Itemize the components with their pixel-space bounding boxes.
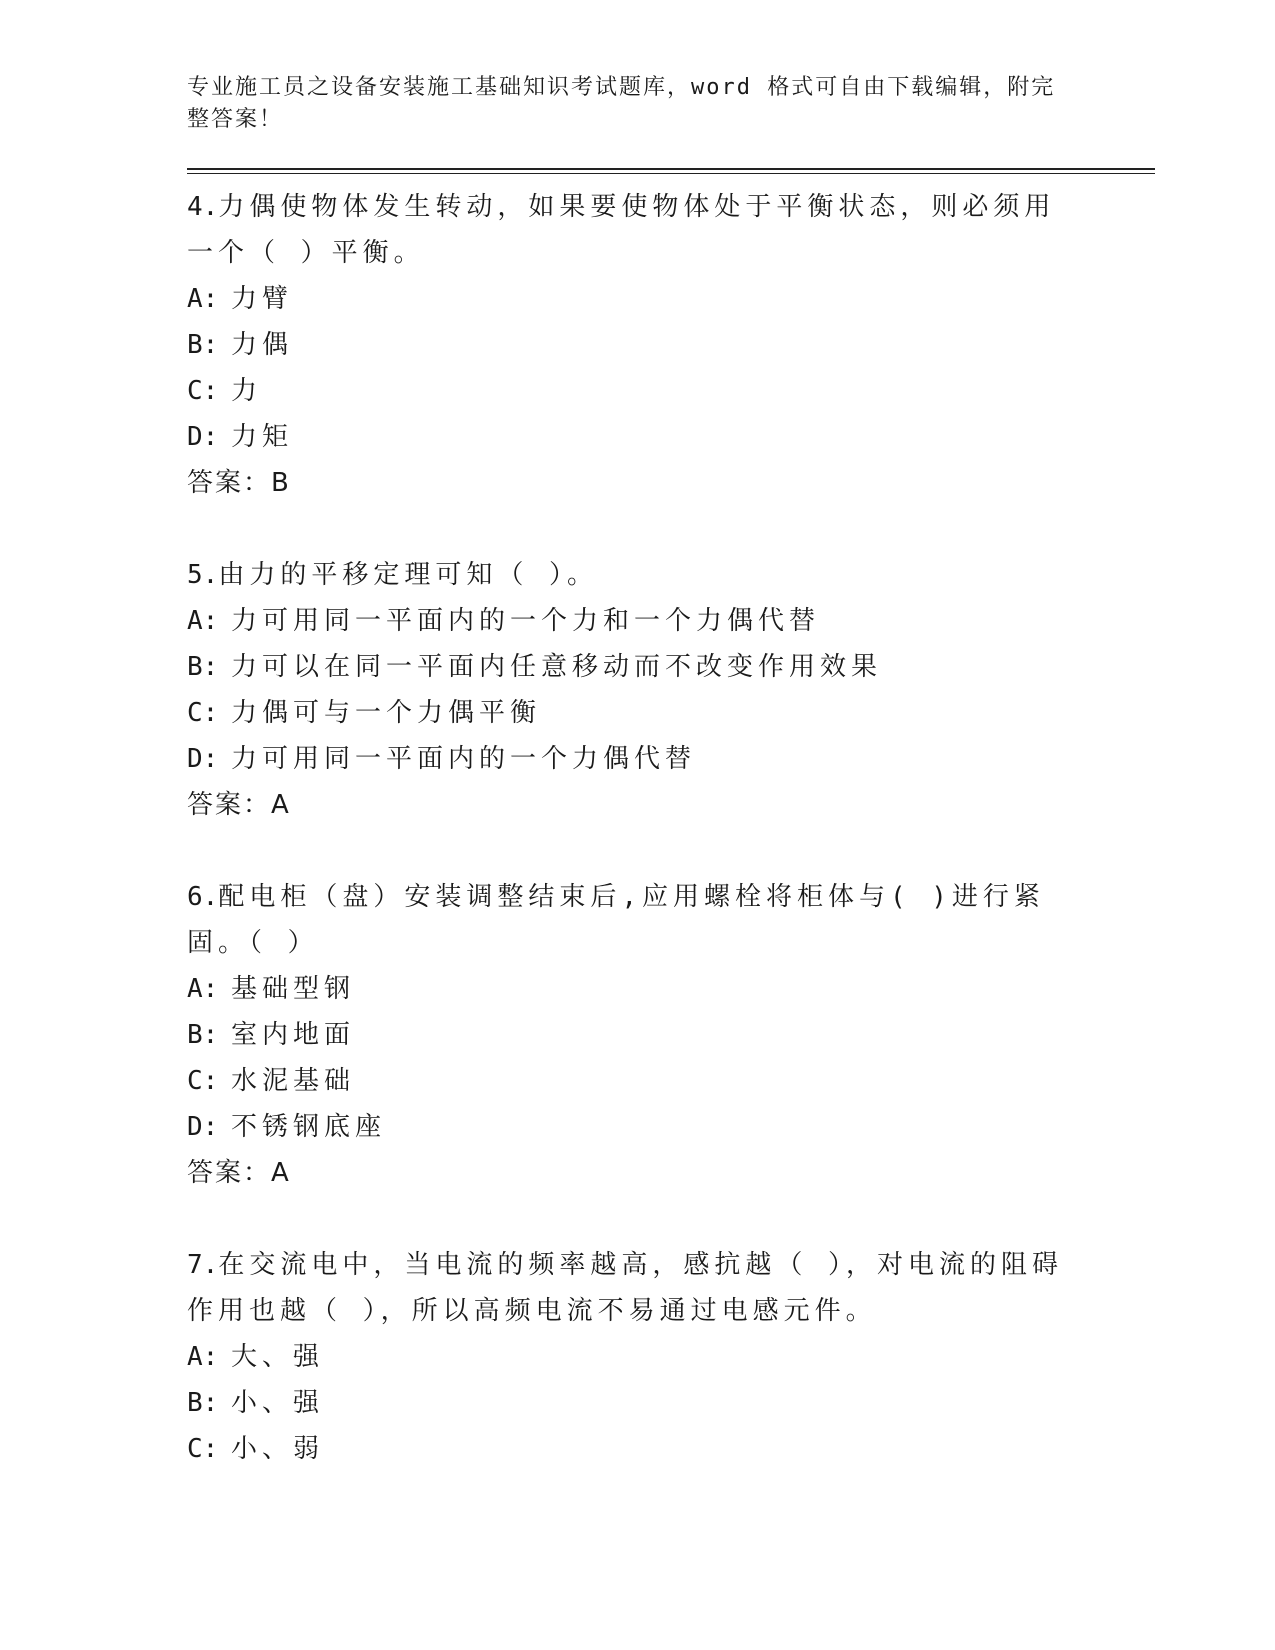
option-letter: C: [187, 1434, 219, 1464]
answer-line [187, 460, 1155, 506]
question-6 [187, 874, 1155, 1196]
option-letter: A: [187, 284, 219, 314]
option-text: 不锈钢底座 [231, 1112, 387, 1142]
option-b [187, 1012, 1155, 1058]
option-text: 力可用同一平面内的一个力和一个力偶代替 [231, 606, 821, 636]
option-letter: C: [187, 698, 219, 728]
option-a [187, 276, 1155, 322]
header-divider [187, 168, 1155, 174]
option-letter: C: [187, 376, 219, 406]
answer-value: A [271, 790, 289, 820]
option-text: 室内地面 [231, 1020, 356, 1050]
option-letter: B: [187, 652, 219, 682]
option-text: 小、弱 [231, 1434, 325, 1464]
question-number: 6. [187, 882, 219, 912]
option-c [187, 690, 1155, 736]
answer-value: A [271, 1158, 289, 1188]
option-text: 力偶 [231, 330, 294, 360]
question-number: 4. [187, 192, 219, 222]
option-letter: C: [187, 1066, 219, 1096]
option-a [187, 598, 1155, 644]
option-text: 基础型钢 [231, 974, 356, 1004]
answer-value: B [271, 468, 289, 498]
option-a [187, 966, 1155, 1012]
option-text: 大、强 [231, 1342, 325, 1372]
option-text: 力 [231, 376, 263, 406]
option-b [187, 1380, 1155, 1426]
answer-label: 答案： [187, 1158, 272, 1188]
option-letter: B: [187, 1020, 219, 1050]
option-a [187, 1334, 1155, 1380]
option-d [187, 414, 1155, 460]
question-stem [187, 184, 1067, 276]
option-c [187, 1058, 1155, 1104]
option-text: 力可用同一平面内的一个力偶代替 [231, 744, 697, 774]
option-letter: A: [187, 606, 219, 636]
question-text: 由力的平移定理可知（ ）。 [218, 560, 598, 590]
option-d [187, 736, 1155, 782]
option-text: 小、强 [231, 1388, 325, 1418]
question-4 [187, 184, 1155, 506]
question-text: 配电柜（盘）安装调整结束后,应用螺栓将柜体与( )进行紧固。（ ） [187, 882, 1045, 958]
option-b [187, 322, 1155, 368]
question-text: 在交流电中，当电流的频率越高，感抗越（ ），对电流的阻碍作用也越（ ），所以高频电流不易通过电感元件。 [187, 1250, 1063, 1326]
answer-label: 答案： [187, 790, 272, 820]
option-c [187, 1426, 1155, 1472]
option-b [187, 644, 1155, 690]
option-letter: D: [187, 1112, 219, 1142]
answer-line [187, 1150, 1155, 1196]
option-text: 力矩 [231, 422, 294, 452]
question-text: 力偶使物体发生转动，如果要使物体处于平衡状态，则必须用一个（ ）平衡。 [187, 192, 1056, 268]
option-letter: A: [187, 1342, 219, 1372]
option-letter: B: [187, 330, 219, 360]
question-stem [187, 1242, 1067, 1334]
question-number: 5. [187, 560, 219, 590]
question-stem [187, 874, 1067, 966]
header-line-1: 专业施工员之设备安装施工基础知识考试题库，word 格式可自由下载编辑，附完 [187, 75, 1056, 100]
option-letter: D: [187, 422, 219, 452]
answer-line [187, 782, 1155, 828]
option-c [187, 368, 1155, 414]
option-text: 力偶可与一个力偶平衡 [231, 698, 542, 728]
question-7 [187, 1242, 1155, 1472]
option-letter: B: [187, 1388, 219, 1418]
option-text: 力臂 [231, 284, 294, 314]
option-letter: D: [187, 744, 219, 774]
option-letter: A: [187, 974, 219, 1004]
question-stem [187, 552, 1067, 598]
answer-label: 答案： [187, 468, 272, 498]
header-line-2: 整答案！ [187, 107, 284, 132]
document-header [187, 72, 1067, 136]
document-page [187, 72, 1155, 1472]
option-text: 水泥基础 [231, 1066, 356, 1096]
question-number: 7. [187, 1250, 219, 1280]
question-5 [187, 552, 1155, 828]
option-d [187, 1104, 1155, 1150]
option-text: 力可以在同一平面内任意移动而不改变作用效果 [231, 652, 883, 682]
